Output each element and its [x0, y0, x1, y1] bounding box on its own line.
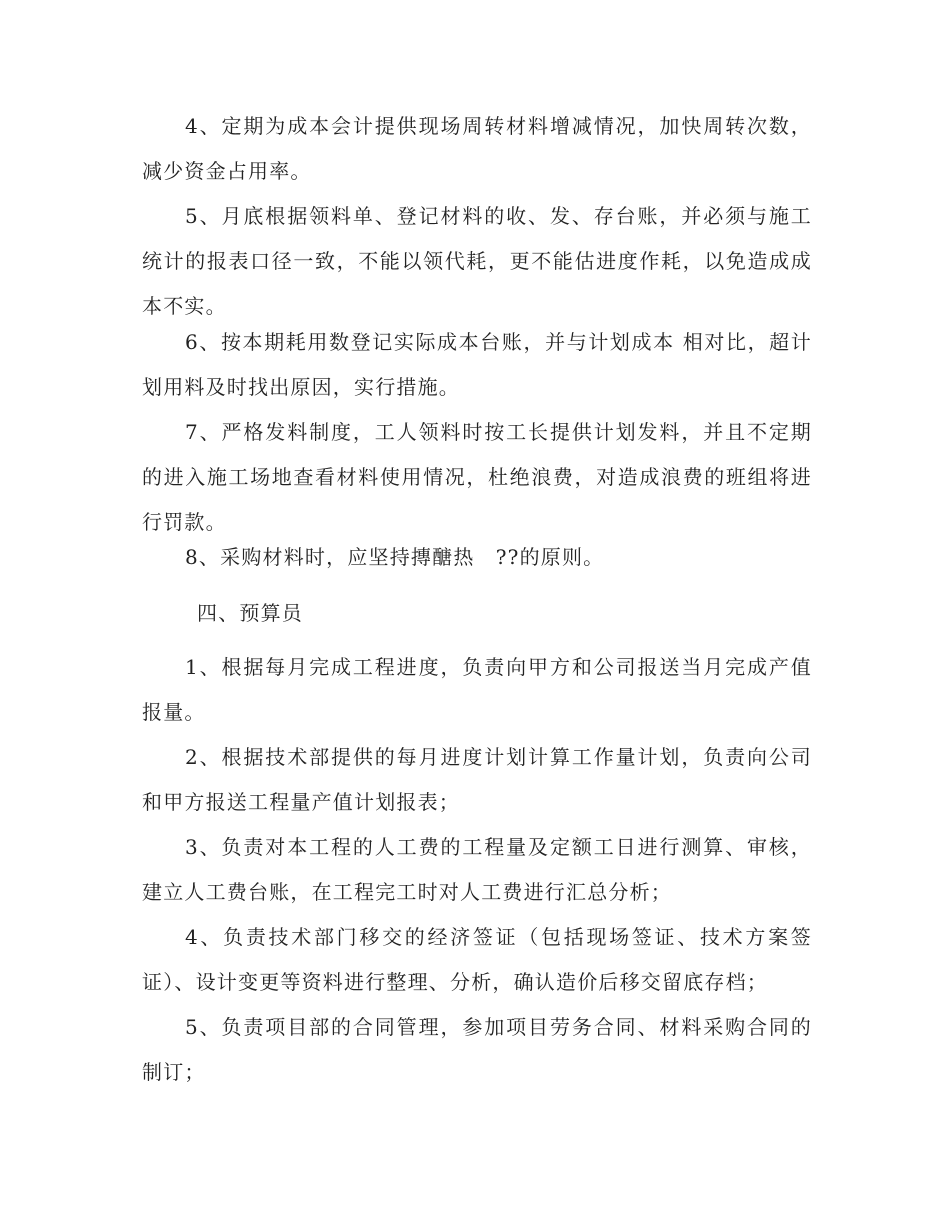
- paragraph-material-6: 6、按本期耗用数登记实际成本台账，并与计划成本 相对比，超计划用料及时找出原因，实行措施。: [142, 330, 812, 399]
- paragraph-material-7: 7、严格发料制度，工人领料时按工长提供计划发料，并且不定期的进入施工场地查看材料使用情况，杜绝浪费，对造成浪费的班组将进行罚款。: [142, 420, 812, 534]
- paragraph-budget-1: 1、根据每月完成工程进度，负责向甲方和公司报送当月完成产值报量。: [142, 655, 812, 724]
- section-heading-budget: 四、预算员: [197, 601, 303, 625]
- paragraph-material-4: 4、定期为成本会计提供现场周转材料增减情况，加快周转次数，减少资金占用率。: [142, 114, 812, 183]
- paragraph-budget-5: 5、负责项目部的合同管理，参加项目劳务合同、材料采购合同的制订；: [142, 1015, 812, 1084]
- paragraph-budget-3: 3、负责对本工程的人工费的工程量及定额工日进行测算、审核，建立人工费台账，在工程完工时对人工费进行汇总分析；: [142, 835, 812, 904]
- paragraph-budget-2: 2、根据技术部提供的每月进度计划计算工作量计划，负责向公司和甲方报送工程量产值计划报表；: [142, 745, 812, 814]
- paragraph-material-8: 8、采购材料时，应坚持摶醣热 ??的原则。: [185, 545, 605, 569]
- paragraph-material-5: 5、月底根据领料单、登记材料的收、发、存台账，并必须与施工统计的报表口径一致，不能以领代耗，更不能估进度作耗，以免造成成本不实。: [142, 204, 812, 318]
- paragraph-budget-4: 4、负责技术部门移交的经济签证（包括现场签证、技术方案签证）、设计变更等资料进行整理、分析，确认造价后移交留底存档；: [142, 925, 812, 994]
